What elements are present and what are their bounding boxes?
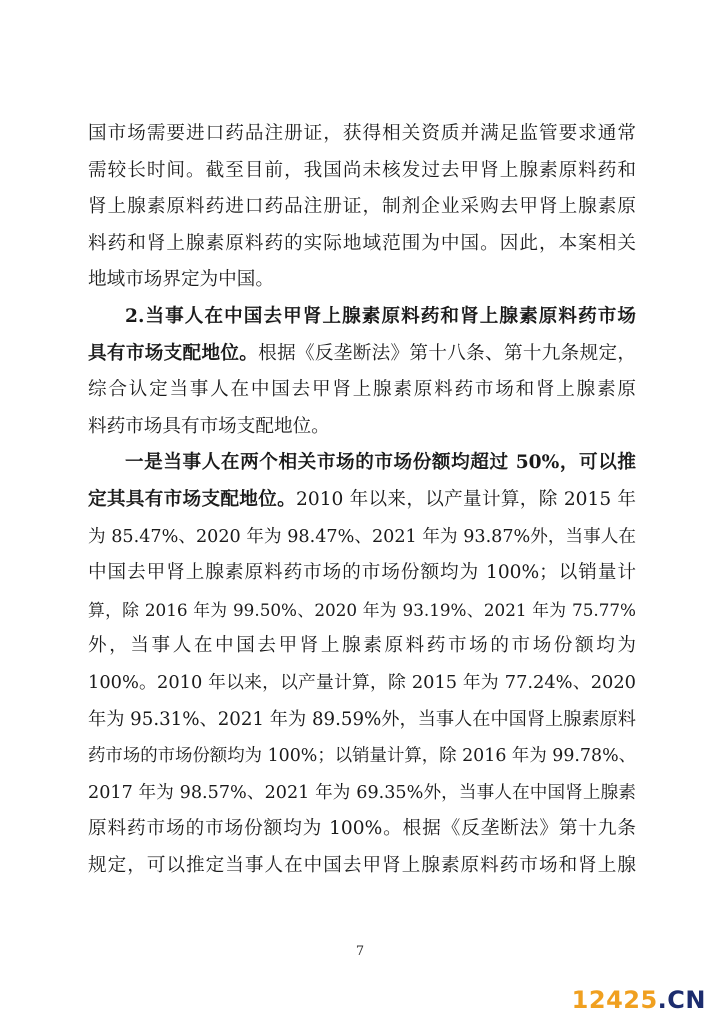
text-line	[88, 336, 636, 373]
text-line: 地域市场界定为中国。	[88, 269, 274, 291]
text-line: 综合认定当事人在中国去甲肾上腺素原料药市场和肾上腺素原	[88, 379, 636, 401]
text-line: 料药市场具有市场支配地位。	[88, 415, 330, 437]
watermark-number: 12425	[571, 986, 658, 1014]
text-line	[88, 482, 636, 519]
page-number: 7	[355, 944, 365, 959]
text-line: 料药和肾上腺素原料药的实际地域范围为中国。因此，本案相关	[88, 232, 636, 254]
text-line: 需较长时间。截至目前，我国尚未核发过去甲肾上腺素原料药和	[88, 159, 636, 181]
watermark-domain: .CN	[657, 986, 706, 1014]
text-line: 为 85.47%、2020 年为 98.47%、2021 年为 93.87%外，当事人在	[88, 526, 636, 547]
section-heading-end: 具有市场支配地位。	[88, 342, 259, 364]
text-segment: 根据《反垄断法》第十八条、第十九条规定，	[258, 342, 636, 364]
section-heading-end: 定其具有市场支配地位。	[88, 488, 297, 510]
section-heading: 2.当事人在中国去甲肾上腺素原料药和肾上腺素原料药市场	[125, 305, 636, 327]
text-line: 原料药市场的市场份额均为 100%。根据《反垄断法》第十九条	[88, 818, 636, 840]
site-watermark	[572, 986, 706, 1014]
text-line: 外，当事人在中国去甲肾上腺素原料药市场的市场份额均为	[88, 635, 636, 657]
text-line: 2017 年为 98.57%、2021 年为 69.35%外，当事人在中国肾上腺素	[88, 782, 636, 803]
text-line: 肾上腺素原料药进口药品注册证，制剂企业采购去甲肾上腺素原	[88, 196, 636, 218]
paragraph	[88, 445, 636, 884]
text-line: 年为 95.31%、2021 年为 89.59%外，当事人在中国肾上腺素原料	[88, 708, 636, 730]
text-line: 国市场需要进口药品注册证，获得相关资质并满足监管要求通常	[88, 123, 636, 144]
paragraph	[88, 299, 636, 445]
section-heading: 一是当事人在两个相关市场的市场份额均超过 50%，可以推	[125, 452, 636, 474]
text-line: 100%。2010 年以来，以产量计算，除 2015 年为 77.24%、2020	[88, 671, 636, 693]
text-line: 中国去甲肾上腺素原料药市场的市场份额均为 100%；以销量计	[88, 562, 636, 584]
text-line: 规定，可以推定当事人在中国去甲肾上腺素原料药市场和肾上腺	[88, 854, 636, 876]
text-segment: 2010 年以来，以产量计算，除 2015 年	[296, 488, 636, 510]
paragraph	[88, 116, 636, 299]
text-line: 药市场的市场份额均为 100%；以销量计算，除 2016 年为 99.78%、	[88, 746, 636, 767]
document-body	[88, 116, 636, 884]
text-line: 算，除 2016 年为 99.50%、2020 年为 93.19%、2021 年为 75.77%	[88, 599, 636, 620]
